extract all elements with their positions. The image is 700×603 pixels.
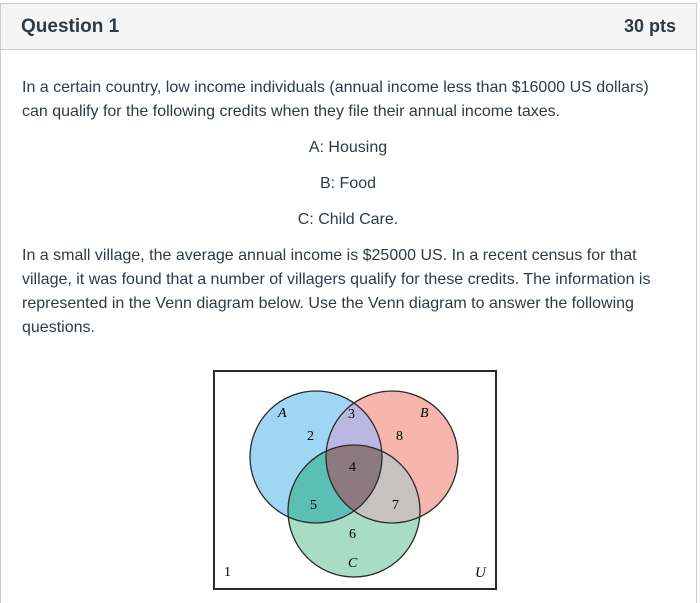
set-b-label: B bbox=[420, 406, 429, 421]
question-title: Question 1 bbox=[21, 15, 120, 37]
credit-a: A: Housing bbox=[308, 139, 388, 156]
question-header bbox=[1, 4, 696, 50]
region-c-only: 6 bbox=[349, 527, 356, 542]
region-abc: 4 bbox=[349, 460, 356, 475]
description-text: In a small village, the average annual income is $25000 US. In a recent census for that village, it was found that a number of villagers qualify for these credits. The information is represented in the Venn diagram below. Use the Venn diagram to answer the following questions. bbox=[22, 247, 651, 336]
region-b-only: 8 bbox=[396, 429, 403, 444]
question-body bbox=[1, 50, 696, 340]
region-ac-only: 5 bbox=[310, 498, 317, 513]
set-c-label: C bbox=[348, 556, 358, 571]
universe-label: U bbox=[475, 565, 486, 581]
region-outside: 1 bbox=[224, 565, 231, 580]
credit-c: C: Child Care. bbox=[297, 211, 399, 228]
intro-text: In a certain country, low income individuals (annual income less than $16000 US dollars) can qualify for the following credits when they file their annual income taxes. bbox=[22, 79, 649, 120]
set-a-label: A bbox=[278, 406, 287, 421]
credit-b: B: Food bbox=[319, 175, 377, 192]
region-bc-only: 7 bbox=[392, 498, 399, 513]
question-points: 30 pts bbox=[623, 16, 676, 36]
region-ab-only: 3 bbox=[348, 407, 355, 422]
region-a-only: 2 bbox=[307, 429, 314, 444]
venn-diagram bbox=[213, 370, 498, 597]
venn-svg bbox=[213, 370, 498, 592]
